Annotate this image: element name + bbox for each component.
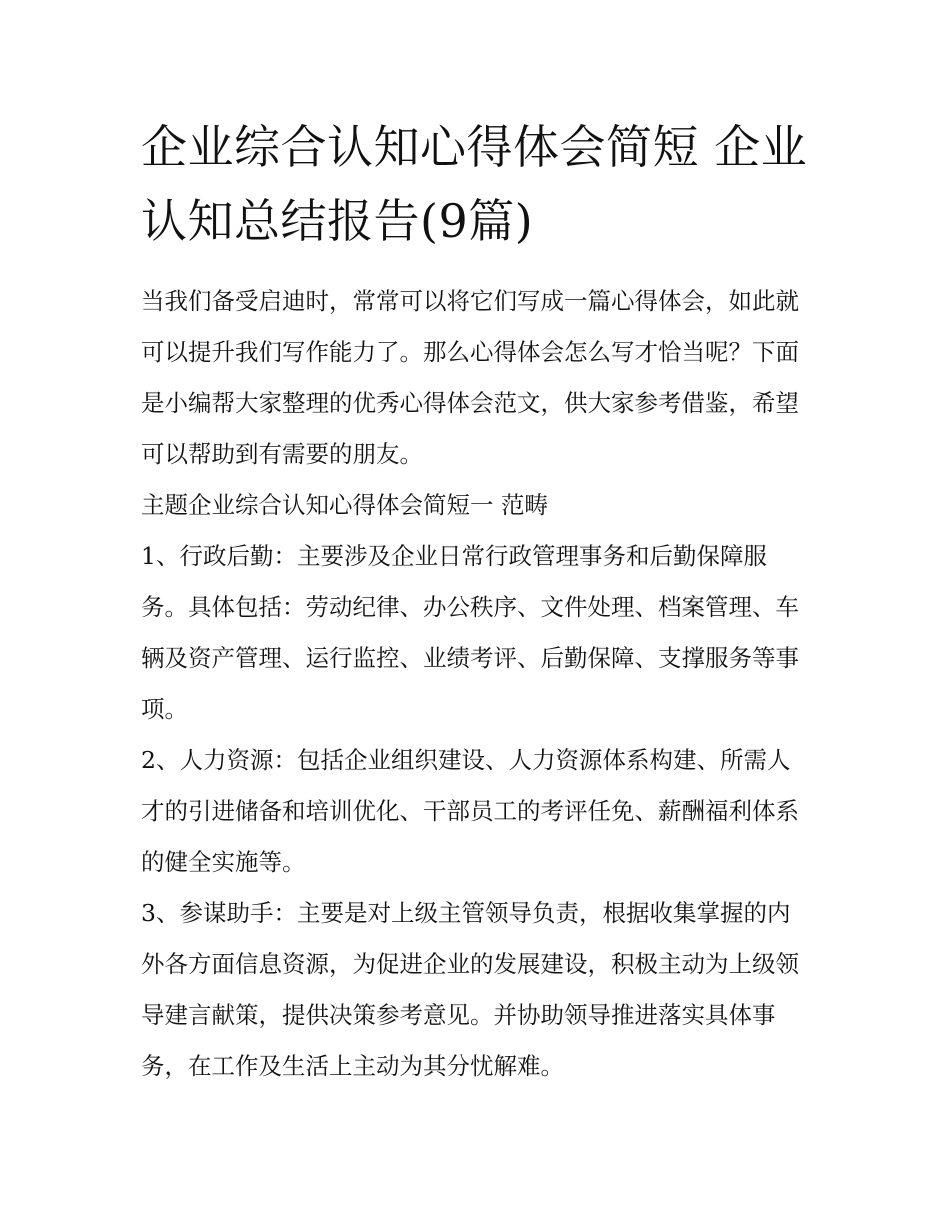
- list-item: 2、人力资源：包括企业组织建设、人力资源体系构建、所需人才的引进储备和培训优化、干部员工的考评任免、薪酬福利体系的健全实施等。: [141, 746, 799, 876]
- list-item: 3、参谋助手：主要是对上级主管领导负责，根据收集掌握的内外各方面信息资源，为促进企业的发展建设，积极主动为上级领导建言献策，提供决策参考意见。并协助领导推进落实具体事务，在工作及生活上主动为其分忧解难。: [141, 899, 799, 1080]
- intro-paragraph: 当我们备受启迪时，常常可以将它们写成一篇心得体会，如此就可以提升我们写作能力了。那么心得体会怎么写才恰当呢？下面是小编帮大家整理的优秀心得体会范文，供大家参考借鉴，希望可以帮助到有需要的朋友。: [141, 287, 799, 468]
- list-item: 1、行政后勤：主要涉及企业日常行政管理事务和后勤保障服务。具体包括：劳动纪律、办公秩序、文件处理、档案管理、车辆及资产管理、运行监控、业绩考评、后勤保障、支撑服务等事项。: [141, 542, 799, 723]
- section-heading: 主题企业综合认知心得体会简短一 范畴: [141, 491, 548, 519]
- document-title: 企业综合认知心得体会简短 企业认知总结报告(9篇): [141, 120, 808, 248]
- document-page: [141, 110, 813, 1092]
